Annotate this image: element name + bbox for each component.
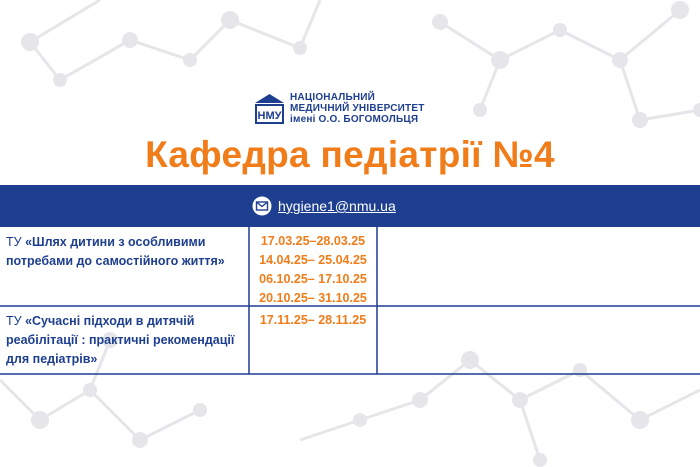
course-dates-1 bbox=[252, 232, 374, 308]
date-range: 06.10.25– 17.10.25 bbox=[259, 272, 367, 286]
mail-icon bbox=[252, 196, 272, 216]
logo-line-1: НАЦІОНАЛЬНИЙ bbox=[290, 92, 376, 103]
date-range: 20.10.25– 31.10.25 bbox=[259, 291, 367, 305]
date-range: 17.11.25– 28.11.25 bbox=[259, 313, 367, 327]
course-title-2: «Сучасні підходи в дитячій реабілітації : практичні рекомендації для педіатрів» bbox=[6, 314, 235, 366]
nmu-logo-icon bbox=[253, 92, 286, 125]
course-name-2: ТУ «Сучасні підходи в дитячій реабілітації : практичні рекомендації для педіатрів» bbox=[6, 314, 235, 366]
date-range: 14.04.25– 25.04.25 bbox=[259, 253, 367, 267]
email-link[interactable]: hygiene1@nmu.ua bbox=[278, 198, 396, 214]
logo-line-2: МЕДИЧНИЙ УНІВЕРСИТЕТ bbox=[290, 103, 425, 114]
date-range: 17.03.25–28.03.25 bbox=[260, 234, 366, 248]
logo-line-3: імені О.О. БОГОМОЛЬЦЯ bbox=[290, 114, 419, 125]
course-name-1: ТУ «Шлях дитини з особливими потребами до самостійного життя» bbox=[6, 235, 225, 268]
course-title-1: «Шлях дитини з особливими потребами до самостійного життя» bbox=[6, 235, 225, 268]
course-dates-2 bbox=[252, 311, 374, 330]
page-title: Кафедра педіатрії №4 bbox=[145, 134, 555, 175]
email-contact[interactable] bbox=[252, 196, 396, 216]
logo-abbr: НМУ bbox=[257, 110, 282, 122]
university-logo bbox=[253, 92, 425, 125]
